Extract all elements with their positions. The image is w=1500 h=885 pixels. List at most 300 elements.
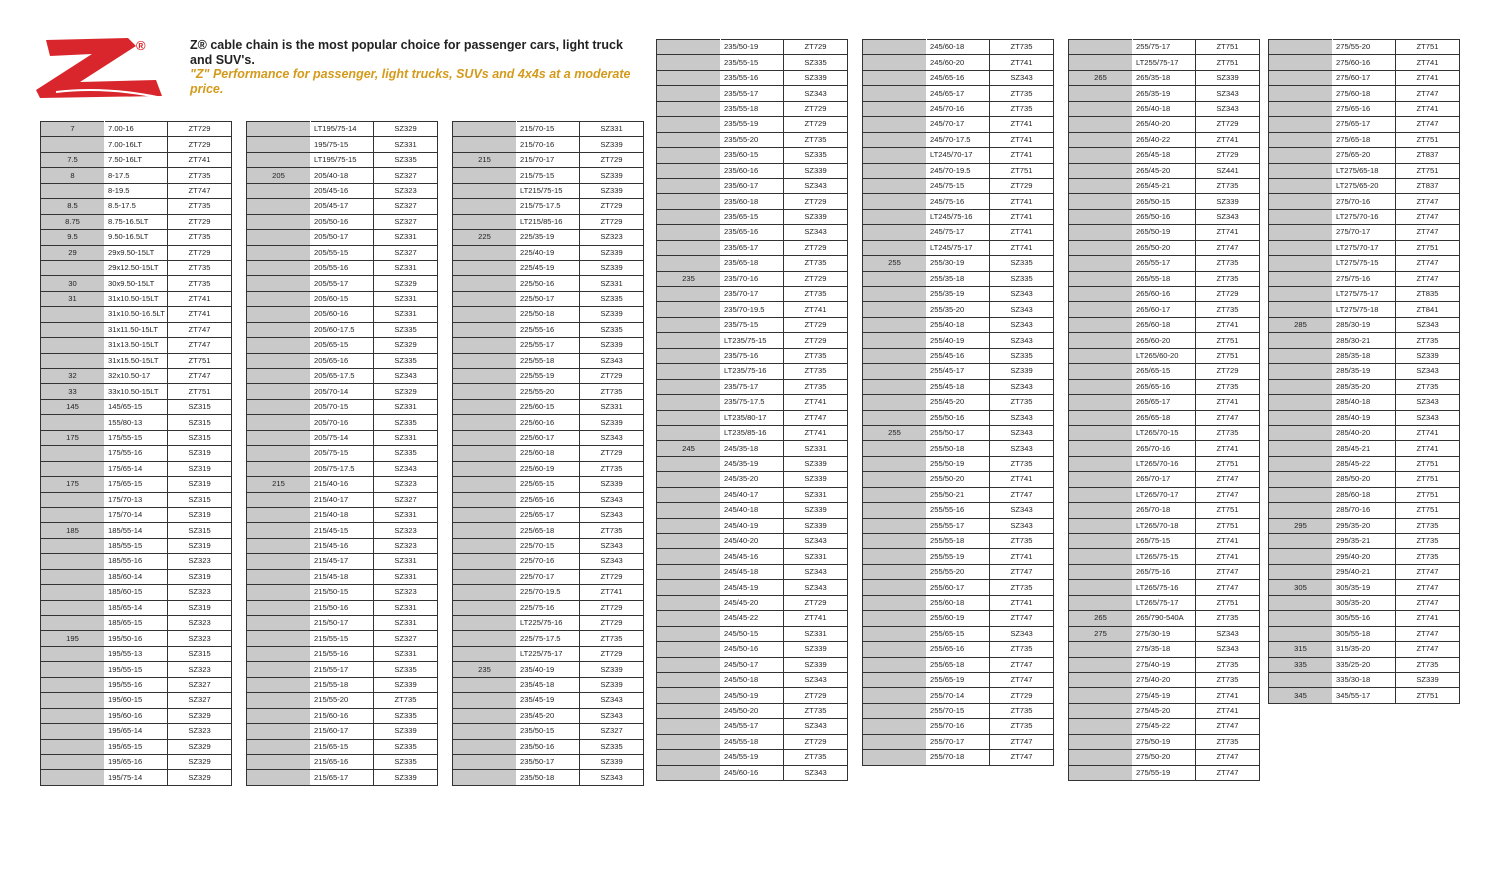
chain-model: ZT741: [168, 307, 232, 322]
table-row: [1069, 626, 1260, 641]
width-group: [1269, 302, 1333, 317]
width-group: [1069, 765, 1133, 780]
chain-model: SZ343: [990, 317, 1054, 332]
table-row: [453, 662, 644, 677]
width-group: [657, 333, 721, 348]
tire-size: LT265/70-17: [1133, 487, 1196, 502]
tire-size: LT235/75-15: [721, 333, 784, 348]
tire-size: 235/45-20: [517, 708, 580, 723]
table-row: [247, 276, 438, 291]
chain-model: SZ343: [990, 410, 1054, 425]
chain-model: ZT735: [168, 276, 232, 291]
chain-model: ZT729: [580, 214, 644, 229]
chain-model: ZT729: [580, 446, 644, 461]
tire-size: 195/55-13: [105, 646, 168, 661]
table-row: [1069, 379, 1260, 394]
table-row: [1069, 364, 1260, 379]
chain-model: ZT747: [168, 322, 232, 337]
table-row: [863, 534, 1054, 549]
width-group: [1269, 672, 1333, 687]
width-group: [247, 214, 311, 229]
width-group: [657, 503, 721, 518]
width-group: [657, 40, 721, 55]
width-group: [863, 595, 927, 610]
width-group: [657, 395, 721, 410]
width-group: [657, 86, 721, 101]
table-row: [453, 122, 644, 137]
table-row: [453, 477, 644, 492]
tire-size: 265/50-16: [1133, 209, 1196, 224]
width-group: [863, 549, 927, 564]
width-group: [1069, 750, 1133, 765]
chain-model: SZ343: [1196, 209, 1260, 224]
tire-size: 245/55-19: [721, 750, 784, 765]
table-row: [247, 260, 438, 275]
width-group: [1269, 86, 1333, 101]
tire-size: 205/60-15: [311, 291, 374, 306]
table-row: [247, 461, 438, 476]
table-row: [863, 348, 1054, 363]
chain-model: ZT751: [1196, 55, 1260, 70]
chain-model: ZT735: [168, 168, 232, 183]
chain-model: SZ331: [374, 399, 438, 414]
table-row: [1069, 688, 1260, 703]
chain-model: ZT741: [1396, 611, 1460, 626]
width-group: [453, 291, 517, 306]
tire-size: 205/45-16: [311, 183, 374, 198]
width-group: [41, 677, 105, 692]
chain-model: ZT741: [1196, 534, 1260, 549]
table-row: [1269, 163, 1460, 178]
chain-model: SZ323: [168, 724, 232, 739]
table-row: [41, 693, 232, 708]
chain-model: ZT735: [1196, 734, 1260, 749]
chain-model: SZ331: [784, 487, 848, 502]
tire-size: 275/30-19: [1133, 626, 1196, 641]
tire-size: 255/45-20: [927, 395, 990, 410]
chain-model: ZT747: [1196, 410, 1260, 425]
tire-size: LT225/75-17: [517, 646, 580, 661]
width-group: [41, 739, 105, 754]
tire-size: 275/45-19: [1133, 688, 1196, 703]
table-row: [1069, 719, 1260, 734]
tire-size: 175/65-15: [105, 477, 168, 492]
chain-model: ZT747: [1196, 240, 1260, 255]
table-row: [863, 209, 1054, 224]
width-group: [863, 518, 927, 533]
chain-model: SZ343: [990, 425, 1054, 440]
table-row: [41, 291, 232, 306]
table-row: [1069, 287, 1260, 302]
tire-size: 205/45-17: [311, 199, 374, 214]
tire-size: 245/70-16: [927, 101, 990, 116]
tire-size: 215/60-16: [311, 708, 374, 723]
chain-model: SZ323: [168, 662, 232, 677]
width-group: [41, 754, 105, 769]
table-row: [453, 523, 644, 538]
tire-size: 215/55-16: [311, 646, 374, 661]
chain-model: SZ331: [374, 646, 438, 661]
width-group: [1269, 564, 1333, 579]
chain-model: SZ343: [784, 564, 848, 579]
chain-model: ZT747: [1396, 580, 1460, 595]
chain-model: ZT741: [1196, 441, 1260, 456]
chain-model: SZ339: [580, 168, 644, 183]
chain-model: ZT729: [990, 178, 1054, 193]
chain-model: ZT747: [990, 734, 1054, 749]
tire-size: 285/30-21: [1333, 333, 1396, 348]
table-row: [41, 183, 232, 198]
width-group: [41, 569, 105, 584]
tire-size: 295/35-21: [1333, 534, 1396, 549]
chain-model: SZ343: [990, 302, 1054, 317]
tire-size: 265/60-20: [1133, 333, 1196, 348]
width-group: [247, 770, 311, 785]
table-row: [1069, 178, 1260, 193]
chain-model: SZ335: [374, 353, 438, 368]
chain-model: ZT741: [784, 425, 848, 440]
table-row: [247, 183, 438, 198]
width-group: [247, 585, 311, 600]
table-row: [863, 364, 1054, 379]
width-group: [247, 538, 311, 553]
table-row: [657, 518, 848, 533]
tire-size: 235/45-18: [517, 677, 580, 692]
tire-size: 205/55-17: [311, 276, 374, 291]
size-table-5: [862, 39, 1054, 766]
tire-size: 175/55-15: [105, 430, 168, 445]
chain-model: SZ339: [1396, 672, 1460, 687]
tire-size: 225/35-19: [517, 230, 580, 245]
table-row: [657, 487, 848, 502]
chain-model: SZ319: [168, 507, 232, 522]
chain-model: SZ327: [374, 631, 438, 646]
width-group: [657, 719, 721, 734]
chain-model: ZT747: [784, 410, 848, 425]
width-group: [1069, 379, 1133, 394]
table-row: [657, 611, 848, 626]
tire-size: 255/50-18: [927, 441, 990, 456]
table-row: [41, 585, 232, 600]
table-row: [657, 456, 848, 471]
width-group: [1069, 256, 1133, 271]
tire-size: 285/35-18: [1333, 348, 1396, 363]
table-row: [657, 595, 848, 610]
chain-model: ZT729: [784, 333, 848, 348]
width-group: [247, 677, 311, 692]
tire-size: 33x10.50-15LT: [105, 384, 168, 399]
tire-size: 185/65-14: [105, 600, 168, 615]
chain-model: SZ331: [374, 307, 438, 322]
table-row: [863, 86, 1054, 101]
tire-size: 255/35-18: [927, 271, 990, 286]
tire-size: 245/50-19: [721, 688, 784, 703]
table-row: [247, 538, 438, 553]
table-row: [657, 395, 848, 410]
chain-model: SZ329: [374, 384, 438, 399]
width-group: [657, 163, 721, 178]
width-group: [1069, 441, 1133, 456]
tire-size: 29x9.50-15LT: [105, 245, 168, 260]
chain-model: SZ329: [168, 739, 232, 754]
tire-size: 205/50-17: [311, 230, 374, 245]
width-group: [1269, 410, 1333, 425]
table-row: [657, 765, 848, 780]
chain-model: SZ343: [1396, 410, 1460, 425]
width-group: [247, 291, 311, 306]
tire-size: 195/75-15: [311, 137, 374, 152]
width-group: 255: [863, 256, 927, 271]
tire-size: 31x10.50-15LT: [105, 291, 168, 306]
tire-size: 225/60-17: [517, 430, 580, 445]
width-group: [453, 322, 517, 337]
width-group: [657, 534, 721, 549]
tire-size: LT255/75-17: [1133, 55, 1196, 70]
width-group: [247, 569, 311, 584]
tire-size: 215/50-17: [311, 616, 374, 631]
chain-model: ZT747: [1396, 256, 1460, 271]
width-group: [247, 230, 311, 245]
chain-model: ZT741: [990, 148, 1054, 163]
chain-model: ZT747: [990, 750, 1054, 765]
table-row: [657, 580, 848, 595]
width-group: [1069, 86, 1133, 101]
tire-size: 235/65-17: [721, 240, 784, 255]
width-group: [863, 472, 927, 487]
table-row: [1069, 441, 1260, 456]
tire-size: 30x9.50-15LT: [105, 276, 168, 291]
width-group: [41, 616, 105, 631]
table-row: [1269, 456, 1460, 471]
chain-model: SZ343: [580, 693, 644, 708]
tire-size: 8.5-17.5: [105, 199, 168, 214]
table-row: [247, 369, 438, 384]
table-row: [453, 492, 644, 507]
width-group: 33: [41, 384, 105, 399]
tire-size: 245/55-17: [721, 719, 784, 734]
table-row: [247, 569, 438, 584]
width-group: [1069, 487, 1133, 502]
table-row: [657, 40, 848, 55]
chain-model: ZT741: [1196, 395, 1260, 410]
width-group: [657, 580, 721, 595]
width-group: [453, 569, 517, 584]
table-row: [657, 148, 848, 163]
width-group: [1269, 55, 1333, 70]
chain-model: SZ343: [784, 86, 848, 101]
width-group: [1269, 487, 1333, 502]
chain-model: ZT747: [990, 564, 1054, 579]
width-group: [1269, 163, 1333, 178]
chain-model: ZT729: [784, 240, 848, 255]
table-row: [41, 122, 232, 137]
width-group: [41, 585, 105, 600]
width-group: [1269, 194, 1333, 209]
tire-size: 265/60-16: [1133, 287, 1196, 302]
table-row: [453, 137, 644, 152]
width-group: [41, 662, 105, 677]
chain-model: SZ343: [1396, 395, 1460, 410]
width-group: [1069, 580, 1133, 595]
table-row: [657, 441, 848, 456]
table-row: [453, 183, 644, 198]
table-row: [1269, 132, 1460, 147]
table-row: [247, 646, 438, 661]
chain-model: ZT741: [990, 472, 1054, 487]
table-row: [657, 209, 848, 224]
tire-size: 245/70-19.5: [927, 163, 990, 178]
width-group: [247, 199, 311, 214]
tire-size: LT195/75-15: [311, 152, 374, 167]
chain-model: ZT747: [1396, 564, 1460, 579]
table-row: [1269, 302, 1460, 317]
width-group: [863, 750, 927, 765]
width-group: 315: [1269, 642, 1333, 657]
width-group: [247, 353, 311, 368]
tire-size: 275/65-16: [1333, 101, 1396, 116]
chain-model: SZ331: [374, 430, 438, 445]
table-row: [657, 256, 848, 271]
width-group: [453, 523, 517, 538]
tire-size: 255/35-20: [927, 302, 990, 317]
tire-size: 255/60-18: [927, 595, 990, 610]
tire-size: 185/55-15: [105, 538, 168, 553]
table-row: [453, 245, 644, 260]
tire-size: 245/40-18: [721, 503, 784, 518]
tire-size: 235/60-16: [721, 163, 784, 178]
width-group: [1069, 287, 1133, 302]
tire-size: 245/45-16: [721, 549, 784, 564]
chain-model: ZT729: [990, 688, 1054, 703]
width-group: [1269, 271, 1333, 286]
table-row: [453, 554, 644, 569]
table-row: [657, 194, 848, 209]
tire-size: 235/75-16: [721, 348, 784, 363]
table-row: [41, 754, 232, 769]
tire-size: 265/50-15: [1133, 194, 1196, 209]
width-group: [1069, 132, 1133, 147]
tire-size: 245/35-18: [721, 441, 784, 456]
chain-model: SZ339: [990, 364, 1054, 379]
tire-size: 285/70-16: [1333, 503, 1396, 518]
tire-size: 175/70-13: [105, 492, 168, 507]
table-row: [863, 441, 1054, 456]
tire-size: LT235/80-17: [721, 410, 784, 425]
tire-size: 285/30-19: [1333, 317, 1396, 332]
chain-model: ZT735: [1196, 256, 1260, 271]
table-row: [657, 534, 848, 549]
table-row: [453, 152, 644, 167]
chain-model: ZT735: [784, 703, 848, 718]
chain-model: ZT735: [990, 703, 1054, 718]
tire-size: 235/65-15: [721, 209, 784, 224]
chain-model: SZ331: [784, 626, 848, 641]
width-group: [863, 657, 927, 672]
table-row: [1269, 564, 1460, 579]
table-row: [863, 117, 1054, 132]
chain-model: SZ339: [784, 163, 848, 178]
tire-size: 205/55-15: [311, 245, 374, 260]
table-row: [41, 523, 232, 538]
table-row: [863, 55, 1054, 70]
tire-size: 335/25-20: [1333, 657, 1396, 672]
table-row: [657, 564, 848, 579]
tire-size: 205/75-17.5: [311, 461, 374, 476]
tire-size: 245/45-20: [721, 595, 784, 610]
chain-model: SZ343: [784, 178, 848, 193]
tire-size: 275/70-17: [1333, 225, 1396, 240]
tire-size: 305/55-16: [1333, 611, 1396, 626]
tire-size: 145/65-15: [105, 399, 168, 414]
width-group: [247, 307, 311, 322]
tire-size: 225/70-17: [517, 569, 580, 584]
chain-model: ZT735: [784, 364, 848, 379]
table-row: [1069, 225, 1260, 240]
table-row: [1069, 117, 1260, 132]
width-group: [453, 600, 517, 615]
table-row: [41, 353, 232, 368]
width-group: [1069, 101, 1133, 116]
tire-size: 265/40-20: [1133, 117, 1196, 132]
chain-model: ZT735: [990, 456, 1054, 471]
chain-model: ZT735: [1196, 379, 1260, 394]
width-group: [863, 642, 927, 657]
width-group: [863, 379, 927, 394]
width-group: [863, 240, 927, 255]
chain-model: SZ343: [374, 369, 438, 384]
width-group: [1069, 395, 1133, 410]
tire-size: 205/65-16: [311, 353, 374, 368]
tire-size: 215/55-18: [311, 677, 374, 692]
width-group: [1269, 333, 1333, 348]
table-row: [41, 616, 232, 631]
tire-size: LT235/75-16: [721, 364, 784, 379]
table-row: [453, 260, 644, 275]
width-group: [1269, 395, 1333, 410]
tire-size: 235/60-17: [721, 178, 784, 193]
width-group: 235: [453, 662, 517, 677]
table-row: [863, 626, 1054, 641]
width-group: [1269, 148, 1333, 163]
table-row: [41, 554, 232, 569]
tire-size: 255/50-17: [927, 425, 990, 440]
table-row: [863, 549, 1054, 564]
tire-size: 275/40-20: [1133, 672, 1196, 687]
table-row: [1069, 487, 1260, 502]
table-row: [863, 225, 1054, 240]
tire-size: 275/40-19: [1133, 657, 1196, 672]
width-group: [863, 271, 927, 286]
chain-model: SZ343: [990, 518, 1054, 533]
tire-size: 175/55-16: [105, 446, 168, 461]
width-group: [863, 225, 927, 240]
table-row: [657, 688, 848, 703]
chain-model: SZ335: [990, 271, 1054, 286]
width-group: [453, 677, 517, 692]
tire-size: 235/50-15: [517, 724, 580, 739]
tire-size: 255/70-16: [927, 719, 990, 734]
chain-model: SZ331: [374, 616, 438, 631]
table-row: [247, 137, 438, 152]
chain-model: SZ339: [784, 456, 848, 471]
tire-size: 255/70-14: [927, 688, 990, 703]
chain-model: SZ335: [374, 708, 438, 723]
tire-size: LT265/70-15: [1133, 425, 1196, 440]
chain-model: SZ329: [168, 708, 232, 723]
tire-size: LT275/70-17: [1333, 240, 1396, 255]
table-row: [1269, 657, 1460, 672]
chain-model: ZT741: [784, 302, 848, 317]
